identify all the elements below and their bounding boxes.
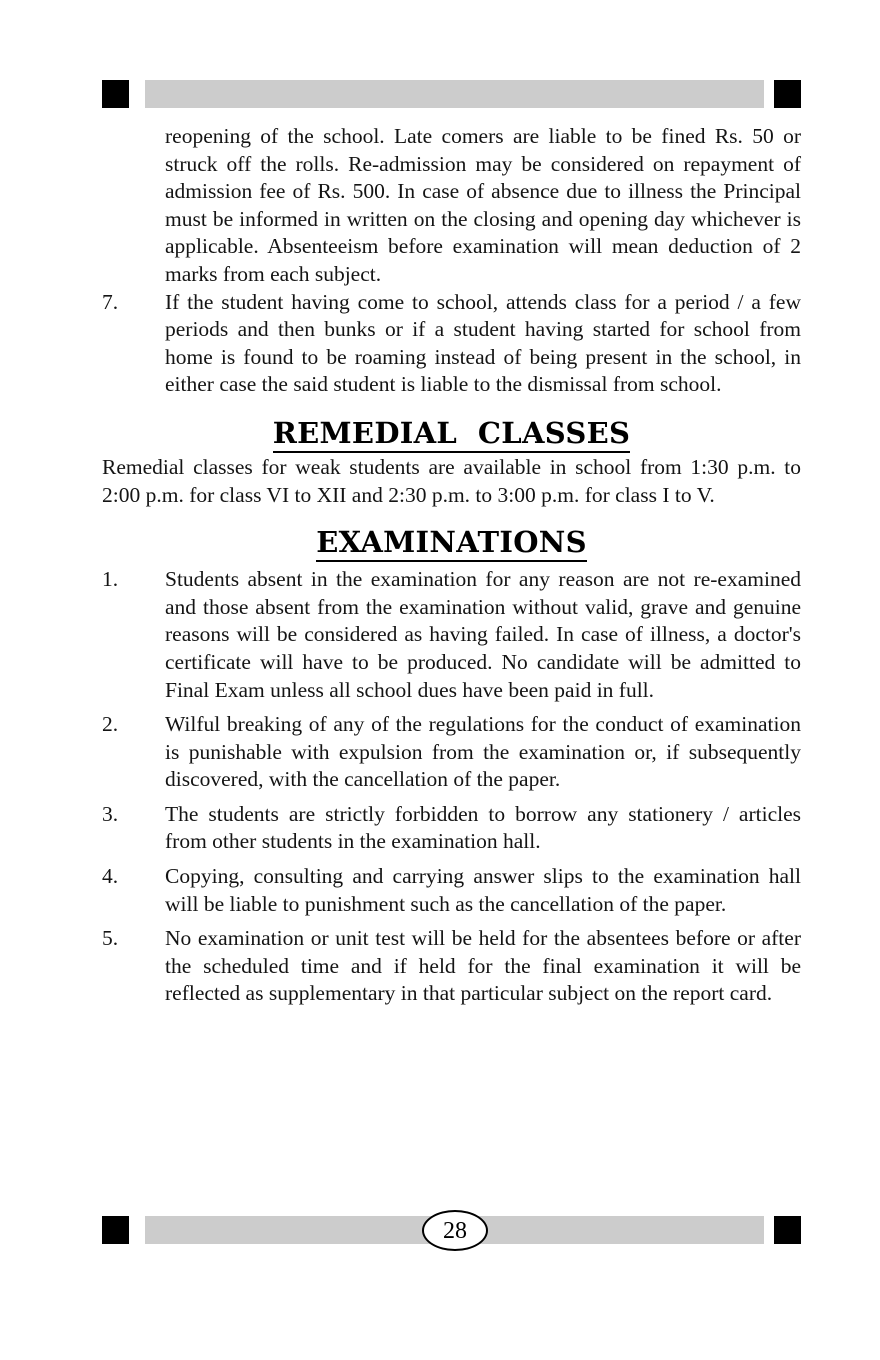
- header-gray-band: [145, 80, 764, 108]
- exam-item-number: 2.: [102, 712, 119, 737]
- rule-item-7: [102, 289, 801, 399]
- exam-item-1: [102, 566, 801, 704]
- rule-item-number: 7.: [102, 289, 119, 314]
- exam-item-text: Students absent in the examination for any reason are not re-examined and those absent from the examination without valid, grave and genuine reasons will be considered as having failed. In case of illness, a doctor's certificate will have to be produced. No candidate will be admitted to Final Exam unless all school dues have been paid in full.: [165, 567, 801, 702]
- exam-item-text: Wilful breaking of any of the regulations for the conduct of examination is punishable with expulsion from the examination or, if subsequently discovered, with the cancellation of the paper.: [165, 712, 801, 792]
- page-content: [102, 123, 801, 1015]
- page-number: 28: [443, 1217, 467, 1244]
- footer-left-square-icon: [102, 1216, 129, 1244]
- exam-item-5: [102, 925, 801, 1008]
- exam-item-3: [102, 801, 801, 856]
- examinations-heading: EXAMINATIONS: [316, 525, 587, 562]
- exam-item-4: [102, 863, 801, 918]
- exam-item-text: Copying, consulting and carrying answer slips to the examination hall will be liable to punishment such as the cancellation of the paper.: [165, 864, 801, 916]
- page-number-oval: [422, 1210, 488, 1251]
- exam-item-text: The students are strictly forbidden to borrow any stationery / articles from other students in the examination hall.: [165, 801, 801, 854]
- exam-item-number: 4.: [102, 864, 119, 889]
- exam-item-2: [102, 711, 801, 794]
- exam-item-number: 3.: [102, 801, 119, 826]
- remedial-section-heading-wrap: [102, 416, 801, 453]
- header-right-square-icon: [774, 80, 801, 108]
- examinations-list: [102, 566, 801, 1008]
- header-left-square-icon: [102, 80, 129, 108]
- header-decorative-bar: [0, 80, 880, 108]
- exam-item-text: No examination or unit test will be held for the absentees before or after the scheduled time and if held for the final examination it will be reflected as supplementary in that particular subject on the report card.: [165, 926, 801, 1006]
- footer-right-square-icon: [774, 1216, 801, 1244]
- examinations-section-heading-wrap: [102, 525, 801, 562]
- remedial-classes-heading: REMEDIAL CLASSES: [273, 416, 631, 453]
- exam-item-number: 5.: [102, 926, 119, 951]
- remedial-paragraph: Remedial classes for weak students are available in school from 1:30 p.m. to 2:00 p.m. for class VI to XII and 2:30 p.m. to 3:00 p.m. for class I to V.: [102, 454, 801, 507]
- continued-paragraph: reopening of the school. Late comers are liable to be fined Rs. 50 or struck off the rolls. Re-admission may be considered on repayment of admission fee of Rs. 500. In case of absence due to illness the Principal must be informed in written on the closing and opening day whichever is applicable. Absenteeism before examination will mean deduction of 2 marks from each subject.: [165, 124, 801, 286]
- rule-item-text: If the student having come to school, attends class for a period / a few periods and then bunks or if a student having started for school from home is found to be roaming instead of being present in the school, in either case the said student is liable to the dismissal from school.: [165, 289, 801, 397]
- exam-item-number: 1.: [102, 567, 119, 592]
